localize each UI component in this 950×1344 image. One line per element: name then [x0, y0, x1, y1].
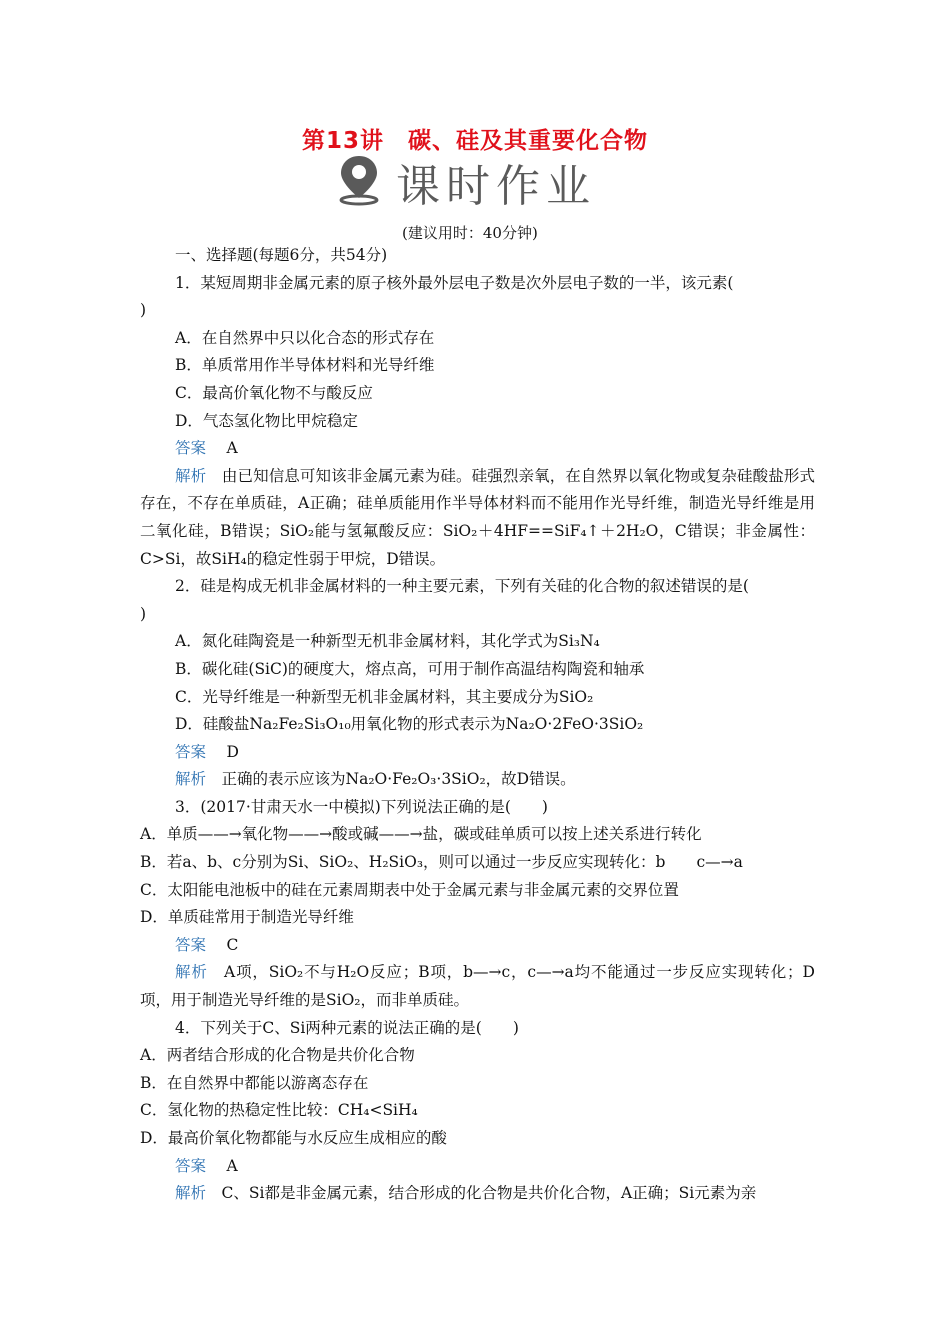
q1-stem: 1．某短周期非金属元素的原子核外最外层电子数是次外层电子数的一半，该元素(	[175, 273, 734, 292]
suggested-time: (建议用时：40分钟)	[402, 224, 538, 242]
q4-option-d: D．最高价氧化物都能与水反应生成相应的酸	[140, 1129, 447, 1147]
q3-option-a: A．单质——→氧化物——→酸或碱——→盐，碳或硅单质可以按上述关系进行转化	[140, 825, 702, 844]
q1-option-d: D．气态氢化物比甲烷稳定	[175, 411, 358, 430]
answer-value: A	[226, 439, 238, 458]
q3-option-c: C．太阳能电池板中的硅在元素周期表中处于金属元素与非金属元素的交界位置	[140, 880, 679, 899]
explanation-label: 解析	[175, 1184, 207, 1203]
answer-value: C	[226, 935, 239, 954]
q2-stem-tail: )	[140, 604, 147, 623]
explanation-label: 解析	[175, 963, 208, 982]
explanation-label: 解析	[175, 466, 207, 485]
q3-option-d: D．单质硅常用于制造光导纤维	[140, 908, 354, 927]
q4-option-c: C．氢化物的热稳定性比较：CH₄<SiH₄	[140, 1101, 418, 1120]
explanation-text: A项，SiO₂不与H₂O反应；B项，b—→c，c—→a均不能通过一步反应实现转化；D项，用于制造光导纤维的是SiO₂，而非单质硅。	[140, 963, 815, 1010]
explanation-text: 正确的表示应该为Na₂O·Fe₂O₃·3SiO₂，故D错误。	[221, 770, 576, 789]
q2-option-a: A．氮化硅陶瓷是一种新型无机非金属材料，其化学式为Si₃N₄	[175, 632, 600, 651]
page-title: 第13讲 碳、硅及其重要化合物	[301, 128, 648, 154]
q4-option-a: A．两者结合形成的化合物是共价化合物	[140, 1046, 415, 1065]
answer-value: A	[226, 1156, 238, 1175]
q1-stem-tail: )	[140, 301, 147, 320]
q4-answer	[140, 1153, 815, 1181]
q1-explanation	[140, 463, 815, 573]
answer-label: 答案	[175, 439, 207, 458]
homework-banner	[324, 148, 622, 212]
answer-value: D	[226, 742, 239, 761]
section-heading: 一、选择题(每题6分，共54分)	[175, 246, 388, 264]
explanation-text: 由已知信息可知该非金属元素为硅。硅强烈亲氧，在自然界以氧化物或复杂硅酸盐形式存在，不存在单质硅，A正确；硅单质能用作半导体材料而不能用作光导纤维，制造光导纤维是用二氧化硅，B错误；SiO₂能与氢氟酸反应：SiO₂＋4HF==SiF₄↑＋2H₂O，C错误；非金属性：C>Si，故SiH₄的稳定性弱于甲烷，D错误。	[140, 466, 815, 568]
q2-answer	[140, 739, 815, 767]
explanation-label: 解析	[175, 770, 207, 789]
q1-option-a: A．在自然界中只以化合态的形式存在	[175, 328, 435, 347]
answer-label: 答案	[175, 742, 207, 761]
q2-option-b: B．碳化硅(SiC)的硬度大，熔点高，可用于制作高温结构陶瓷和轴承	[175, 659, 645, 678]
q4-stem: 4．下列关于C、Si两种元素的说法正确的是( )	[175, 1018, 519, 1037]
q2-stem: 2．硅是构成无机非金属材料的一种主要元素，下列有关硅的化合物的叙述错误的是(	[175, 577, 749, 596]
q2-explanation	[140, 766, 815, 794]
q3-option-b: B．若a、b、c分别为Si、SiO₂、H₂SiO₃，则可以通过一步反应实现转化：b c—→a	[140, 853, 743, 872]
q4-explanation	[140, 1180, 815, 1208]
q1-option-c: C．最高价氧化物不与酸反应	[175, 383, 373, 402]
banner-title: 课时作业	[396, 161, 596, 212]
q3-answer	[140, 932, 815, 960]
q3-stem: 3．(2017·甘肃天水一中模拟)下列说法正确的是( )	[175, 797, 548, 816]
q1-answer	[140, 435, 815, 463]
q2-option-c: C．光导纤维是一种新型无机非金属材料，其主要成分为SiO₂	[175, 687, 594, 706]
location-pin-icon	[332, 152, 386, 206]
q3-explanation	[140, 959, 815, 1014]
q4-option-b: B．在自然界中都能以游离态存在	[140, 1073, 369, 1092]
answer-label: 答案	[175, 935, 207, 954]
q1-option-b: B．单质常用作半导体材料和光导纤维	[175, 356, 435, 375]
explanation-text: C、Si都是非金属元素，结合形成的化合物是共价化合物，A正确；Si元素为亲	[221, 1184, 757, 1203]
content-body	[140, 242, 815, 1208]
q2-option-d: D．硅酸盐Na₂Fe₂Si₃O₁₀用氧化物的形式表示为Na₂O·2FeO·3SiO₂	[175, 715, 644, 734]
answer-label: 答案	[175, 1156, 207, 1175]
